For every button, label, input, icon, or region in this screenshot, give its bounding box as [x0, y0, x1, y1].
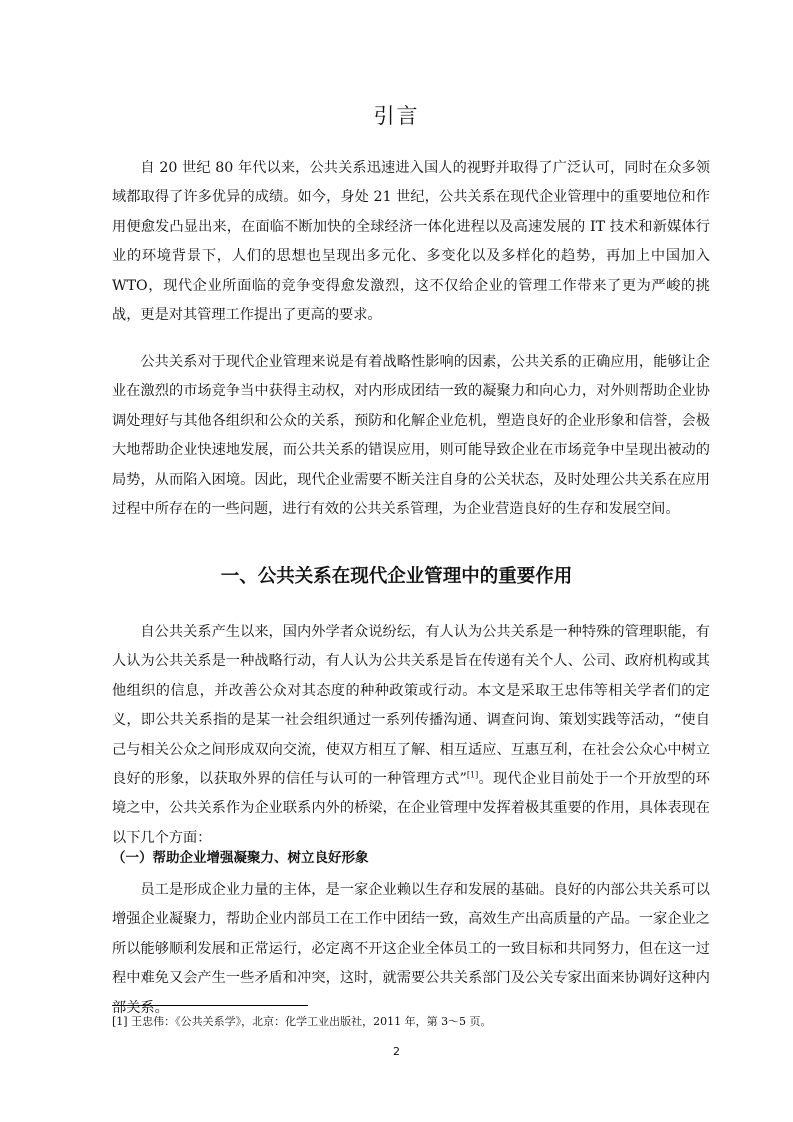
section-paragraph-text: 自公共关系产生以来，国内外学者众说纷纭，有人认为公共关系是一种特殊的管理职能，有人认为公共关系是一种战略行动，有人认为公共关系是旨在传递有关个人、公司、政府机构或其他组织的信息，并改善公众对其态度的种种政策或行动。本文是采取王忠伟等相关学者们的定义，即公共关系指的是某一社会组织通过一系列传播沟通、调查问询、策划实践等活动，“使自己与相关公众之间形成双向交流，使双方相互了解、相互适应、互惠互利，在社会公众心中树立良好的形象，以获取外界的信任与认可的一种管理方式”	[112, 624, 710, 788]
footnote-divider	[112, 1005, 308, 1006]
footnote: [1] 王忠伟：《公共关系学》，北京：化学工业出版社，2011 年，第 3～5 页。	[112, 1015, 492, 1028]
intro-paragraph-1: 自 20 世纪 80 年代以来，公共关系迅速进入国人的视野并取得了广泛认可，同时在众多领域都取得了许多优异的成绩。如今，身处 21 世纪，公共关系在现代企业管理中的重要地位和作用便愈发凸显出来，在面临不断加快的全球经济一体化进程以及高速发展的 IT 技术和新媒体行业的环境背景下，人们的思想也呈现出多元化、多变化以及多样化的趋势，再加上中国加入 WTO，现代企业所面临的竞争变得愈发激烈，这不仅给企业的管理工作带来了更为严峻的挑战，更是对其管理工作提出了更高的要求。	[112, 160, 710, 324]
page-title: 引言	[373, 104, 420, 128]
page-number: 2	[393, 1045, 400, 1058]
section-paragraph-continuation: 。现代企业目前处于一个开放型的环境之中，公共关系作为企业联系内外的桥梁，在企业管理中发挥着极其重要的作用，具体表现在以下几个方面：	[112, 771, 710, 846]
footnote-marker[interactable]: [1]	[466, 770, 479, 780]
section-heading: 一、公共关系在现代企业管理中的重要作用	[220, 566, 573, 587]
section-paragraph-1	[112, 618, 710, 853]
subsection-heading: （一）帮助企业增强凝聚力、树立良好形象	[112, 850, 369, 866]
subsection-paragraph: 员工是形成企业力量的主体，是一家企业赖以生存和发展的基础。良好的内部公共关系可以增强企业凝聚力，帮助企业内部员工在工作中团结一致，高效生产出高质量的产品。一家企业之所以能够顺利发展和正常运行，必定离不开这企业全体员工的一致目标和共同努力，但在这一过程中难免又会产生一些矛盾和冲突，这时，就需要公共关系部门及公关专家出面来协调好这种内部关系。	[112, 882, 710, 1016]
intro-paragraph-2: 公共关系对于现代企业管理来说是有着战略性影响的因素，公共关系的正确应用，能够让企业在激烈的市场竞争当中获得主动权，对内形成团结一致的凝聚力和向心力，对外则帮助企业协调处理好与其他各组织和公众的关系，预防和化解企业危机，塑造良好的企业形象和信誉，会极大地帮助企业快速地发展，而公共关系的错误应用，则可能导致企业在市场竞争中呈现出被动的局势，从而陷入困境。因此，现代企业需要不断关注自身的公关状态，及时处理公共关系在应用过程中所存在的一些问题，进行有效的公共关系管理，为企业营造良好的生存和发展空间。	[112, 354, 710, 518]
